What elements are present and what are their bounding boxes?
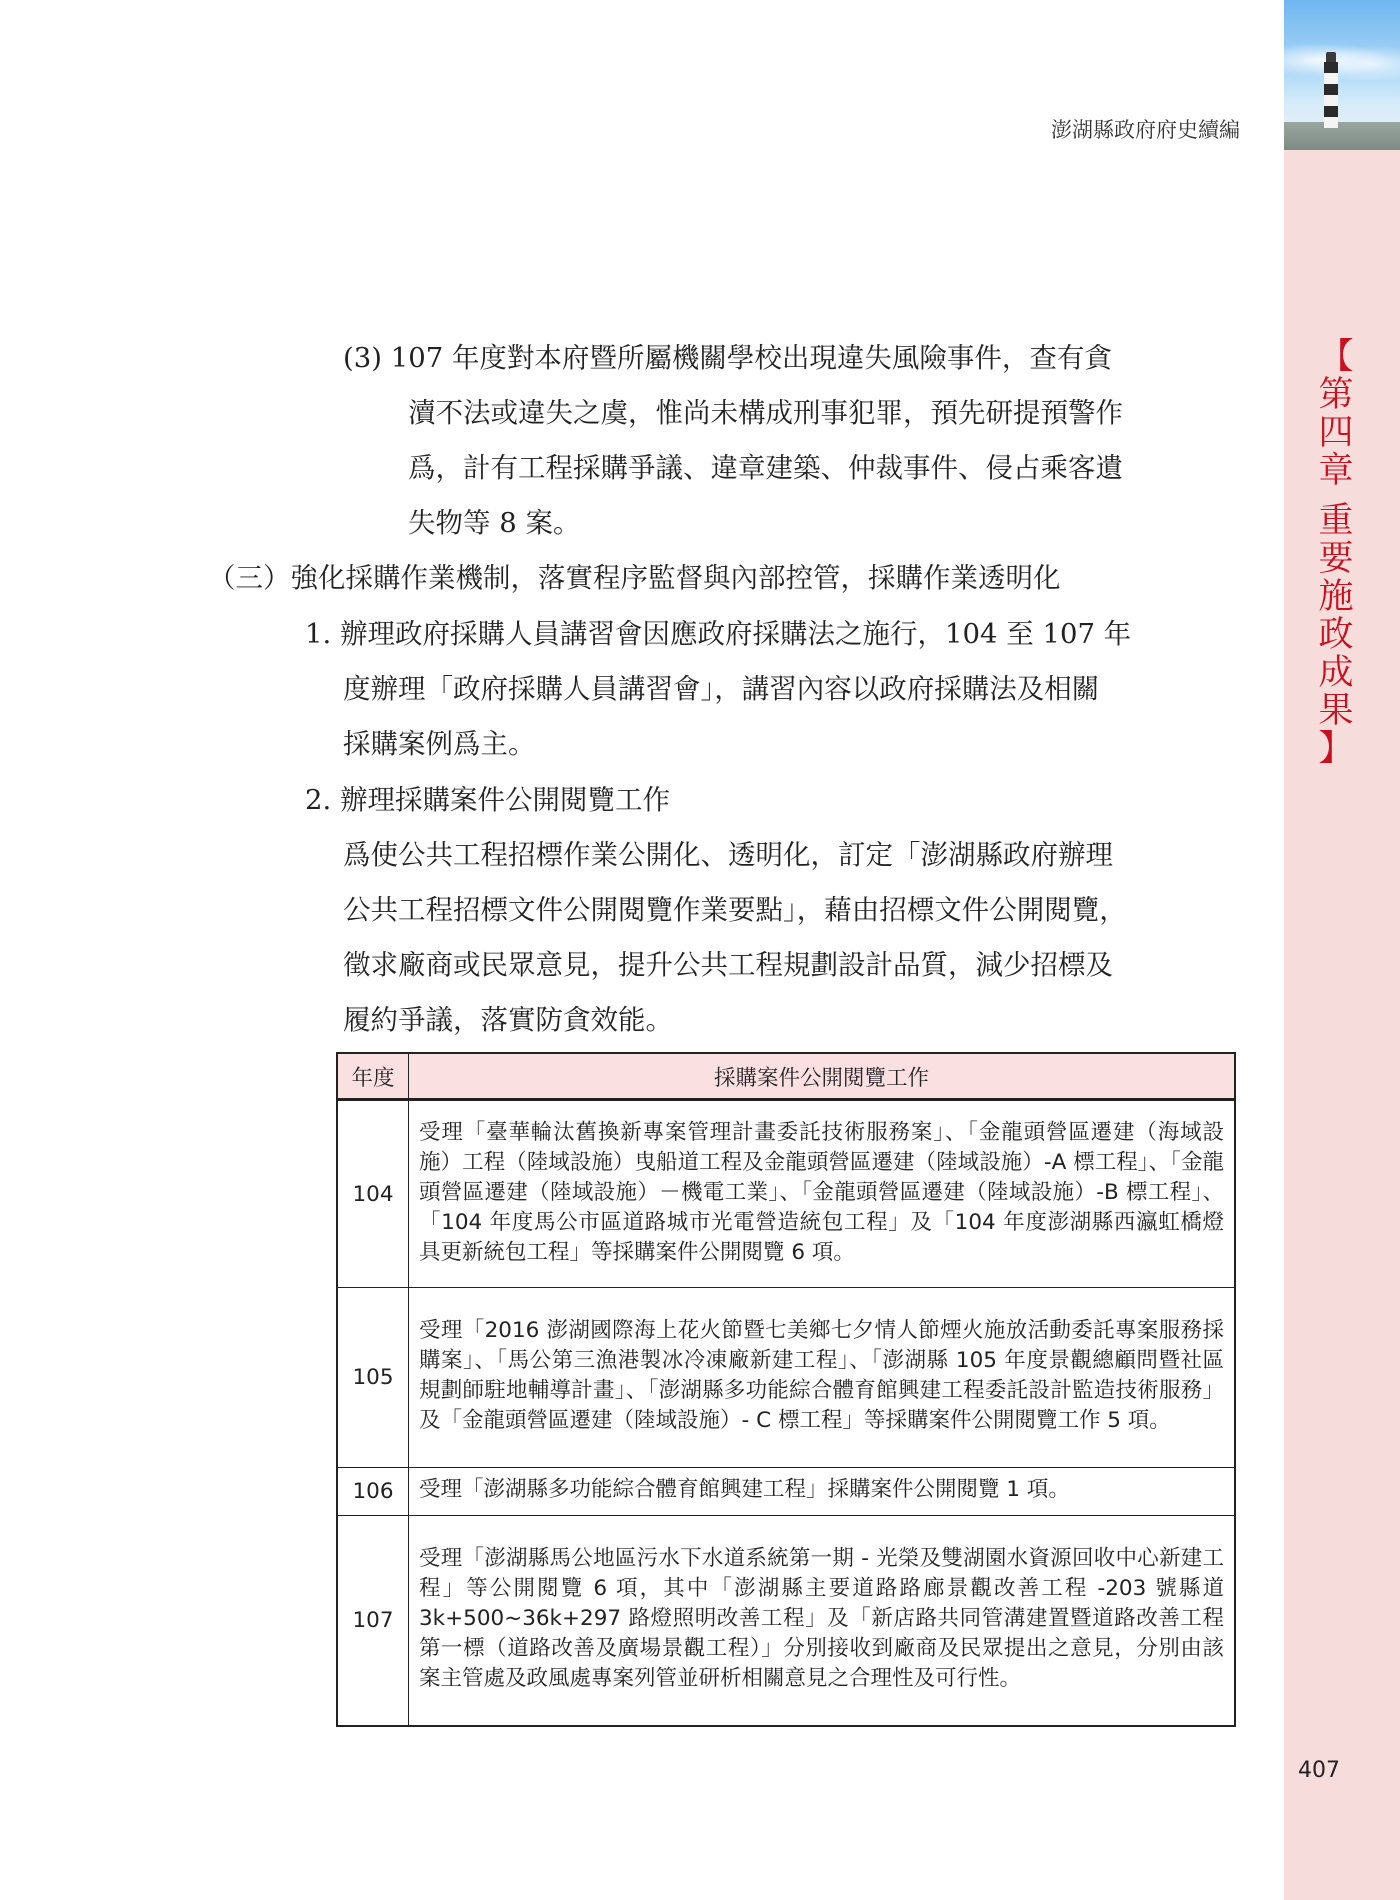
chapter-tab-char: 施 xyxy=(1318,577,1354,617)
chapter-tab-char: 要 xyxy=(1318,539,1354,579)
chapter-tab-char: 第 xyxy=(1318,375,1354,415)
section3-heading: （三）強化採購作業機制，落實程序監督與內部控管，採購作業透明化 xyxy=(208,562,1061,594)
table-row xyxy=(337,1100,1235,1288)
procurement-table xyxy=(336,1052,1236,1727)
chapter-tab-char: 政 xyxy=(1318,615,1354,655)
row-year: 105 xyxy=(337,1288,409,1468)
chapter-tab-char: 章 xyxy=(1318,451,1354,491)
chapter-tab-char: 成 xyxy=(1318,653,1354,693)
chapter-tab-char: 四 xyxy=(1318,413,1354,453)
chapter-tab-char: 果 xyxy=(1318,691,1354,731)
row-content: 受理「臺華輪汰舊換新專案管理計畫委託技術服務案」、「金龍頭營區遷建（海域設施）工程（陸域設施）曳船道工程及金龍頭營區遷建（陸域設施）-A 標工程」、「金龍頭營區遷建（陸域設施）－機電工業」、「金龍頭營區遷建（陸域設施）-B 標工程」、「104 年度馬公市區道路城市光電營造統包工程」及「104 年度澎湖縣西瀛虹橋燈具更新統包工程」等採購案件公開閱覽 6 項。 xyxy=(409,1100,1236,1288)
item2-heading: 2. 辦理採購案件公開閱覽工作 xyxy=(305,784,670,816)
item2-line: 履約爭議，落實防貪效能。 xyxy=(343,1004,673,1036)
land-decoration xyxy=(1284,122,1400,150)
row-content: 受理「澎湖縣多功能綜合體育館興建工程」採購案件公開閱覽 1 項。 xyxy=(409,1468,1236,1516)
header-content: 採購案件公開閱覽工作 xyxy=(409,1053,1236,1100)
lighthouse-photo xyxy=(1284,0,1400,150)
running-head: 澎湖縣政府府史續編 xyxy=(1051,118,1240,142)
table-row xyxy=(337,1288,1235,1468)
lighthouse-icon xyxy=(1324,52,1338,130)
item3-line: 瀆不法或違失之虞，惟尚未構成刑事犯罪，預先研提預警作 xyxy=(408,397,1123,429)
chapter-tab xyxy=(1308,338,1364,768)
row-content: 受理「2016 澎湖國際海上花火節暨七美鄉七夕情人節煙火施放活動委託專案服務採購案」、「馬公第三漁港製冰冷凍廠新建工程」、「澎湖縣 105 年度景觀總顧問暨社區規劃師駐地輔導計畫」、「澎湖縣多功能綜合體育館興建工程委託設計監造技術服務」及「金龍頭營區遷建（陸域設施）- C 標工程」等採購案件公開閱覽工作 5 項。 xyxy=(409,1288,1236,1468)
item1-line: 採購案例爲主。 xyxy=(343,728,536,760)
row-content: 受理「澎湖縣馬公地區污水下水道系統第一期 - 光榮及雙湖園水資源回收中心新建工程」等公開閱覽 6 項，其中「澎湖縣主要道路路廊景觀改善工程 -203 號縣道 3k+500~36k+297 路燈照明改善工程」及「新店路共同管溝建置暨道路改善工程第一標（道路改善及廣場景觀工程）」分別接收到廠商及民眾提出之意見，分別由該案主管處及政風處專案列管並研析相關意見之合理性及可行性。 xyxy=(409,1516,1236,1726)
table-row xyxy=(337,1516,1235,1726)
chapter-tab-char: 】 xyxy=(1318,729,1354,769)
table-row xyxy=(337,1468,1235,1516)
header-year: 年度 xyxy=(337,1053,409,1100)
item1-line: 度辦理「政府採購人員講習會」，講習內容以政府採購法及相關 xyxy=(343,673,1100,705)
row-year: 106 xyxy=(337,1468,409,1516)
chapter-tab-char: 【 xyxy=(1318,337,1354,377)
table-header-row xyxy=(337,1053,1235,1100)
item3-line: 失物等 8 案。 xyxy=(408,507,581,539)
page-number: 407 xyxy=(1298,1758,1340,1783)
item3-line: 爲，計有工程採購爭議、違章建築、仲裁事件、侵占乘客遺 xyxy=(408,452,1123,484)
cloud-decoration xyxy=(1284,40,1400,80)
item2-line: 公共工程招標文件公開閱覽作業要點」，藉由招標文件公開閱覽， xyxy=(343,894,1127,926)
item2-line: 爲使公共工程招標作業公開化、透明化，訂定「澎湖縣政府辦理 xyxy=(343,839,1113,871)
item1-line: 1. 辦理政府採購人員講習會因應政府採購法之施行，104 至 107 年 xyxy=(305,618,1132,650)
row-year: 107 xyxy=(337,1516,409,1726)
item3-line: (3) 107 年度對本府暨所屬機關學校出現違失風險事件，查有貪 xyxy=(343,342,1112,374)
item2-line: 徵求廠商或民眾意見，提升公共工程規劃設計品質，減少招標及 xyxy=(343,949,1113,981)
chapter-tab-char: 重 xyxy=(1318,501,1354,541)
row-year: 104 xyxy=(337,1100,409,1288)
side-band xyxy=(1284,0,1400,1900)
